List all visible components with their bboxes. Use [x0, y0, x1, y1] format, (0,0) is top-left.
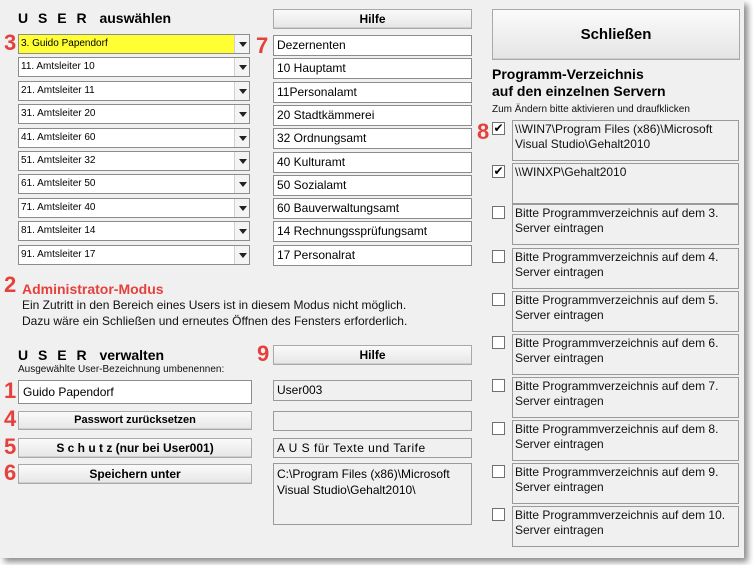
protect-status-field: A U S für Texte und Tarife [273, 438, 472, 458]
user-combo-value: 41. Amtsleiter 60 [21, 131, 96, 143]
user-combo-value: 11. Amtsleiter 10 [21, 61, 95, 73]
rename-label: Ausgewählte User-Bezeichnung umbenennen: [18, 364, 225, 375]
protect-button[interactable]: S c h u t z (nur bei User001) [18, 438, 252, 458]
chevron-down-icon[interactable] [234, 222, 249, 240]
department-field-6[interactable]: 40 Kulturamt [273, 152, 472, 173]
chevron-down-icon[interactable] [234, 246, 249, 264]
server-checkbox-5[interactable] [492, 293, 505, 306]
department-field-1[interactable]: Dezernenten [273, 35, 472, 56]
server-path-field-8[interactable]: Bitte Programmverzeichnis auf dem 8. Server eintragen [512, 420, 739, 461]
user-combo-value: 21. Amtsleiter 11 [21, 84, 95, 96]
server-path-field-4[interactable]: Bitte Programmverzeichnis auf dem 4. Server eintragen [512, 248, 739, 289]
user-name-input[interactable]: Guido Papendorf [18, 380, 252, 404]
help-button-top[interactable]: Hilfe [273, 9, 472, 29]
department-field-4[interactable]: 20 Stadtkämmerei [273, 105, 472, 126]
reset-password-button[interactable]: Passwort zurücksetzen [18, 411, 252, 430]
department-field-3[interactable]: 11Personalamt [273, 82, 472, 103]
close-button[interactable]: Schließen [492, 9, 740, 60]
server-path-field-9[interactable]: Bitte Programmverzeichnis auf dem 9. Server eintragen [512, 463, 739, 504]
server-checkbox-6[interactable] [492, 336, 505, 349]
user-combo-value: 31. Amtsleiter 20 [21, 108, 96, 120]
user-combo-2[interactable] [18, 57, 250, 77]
user-combo-value: 81. Amtsleiter 14 [21, 225, 96, 237]
server-checkbox-10[interactable] [492, 508, 505, 521]
user-select-title [18, 10, 171, 26]
user-combo-value: 91. Amtsleiter 17 [21, 248, 96, 260]
chevron-down-icon[interactable] [234, 105, 249, 123]
server-path-field-5[interactable]: Bitte Programmverzeichnis auf dem 5. Server eintragen [512, 291, 739, 332]
user-combo-value: 71. Amtsleiter 40 [21, 201, 96, 213]
chevron-down-icon[interactable] [234, 199, 249, 217]
marker-2: 2 [4, 272, 17, 297]
user-manage-title-spaced: U S E R [18, 347, 90, 363]
server-checkbox-2[interactable] [492, 165, 505, 178]
marker-6: 6 [4, 460, 17, 485]
user-combo-value: 51. Amtsleiter 32 [21, 155, 96, 166]
server-path-field-10[interactable]: Bitte Programmverzeichnis auf dem 10. Server eintragen [512, 506, 739, 547]
user-manage-title [18, 347, 164, 363]
user-manage-title-rest: verwalten [99, 347, 165, 363]
server-path-field-1[interactable]: \\WIN7\Program Files (x86)\Microsoft Visual Studio\Gehalt2010 [512, 120, 739, 161]
department-field-5[interactable]: 32 Ordnungsamt [273, 128, 472, 149]
admin-mode-text-2: Dazu wäre ein Schließen und erneutes Öffnen des Fensters erforderlich. [22, 314, 408, 328]
user-id-field: User003 [273, 380, 472, 401]
server-checkbox-8[interactable] [492, 422, 505, 435]
chevron-down-icon[interactable] [234, 175, 249, 193]
server-checkbox-4[interactable] [492, 250, 505, 263]
save-as-button[interactable]: Speichern unter [18, 464, 252, 484]
department-field-7[interactable]: 50 Sozialamt [273, 175, 472, 196]
user-combo-7[interactable] [18, 174, 250, 194]
marker-5: 5 [4, 434, 17, 459]
marker-1: 1 [4, 378, 17, 403]
chevron-down-icon[interactable] [234, 129, 249, 147]
chevron-down-icon[interactable] [234, 152, 249, 170]
user-combo-3[interactable] [18, 81, 250, 101]
department-field-9[interactable]: 14 Rechnungssprüfungsamt [273, 221, 472, 242]
server-checkbox-3[interactable] [492, 206, 505, 219]
chevron-down-icon[interactable] [234, 82, 249, 100]
server-checkbox-7[interactable] [492, 379, 505, 392]
checkmark-icon: ✔ [493, 164, 504, 178]
path-field: C:\Program Files (x86)\Microsoft Visual Studio\Gehalt2010\ [273, 463, 472, 525]
admin-mode-title: Administrator-Modus [22, 281, 164, 297]
marker-9: 9 [257, 341, 270, 366]
server-path-field-2[interactable]: \\WINXP\Gehalt2010 [512, 163, 739, 204]
server-path-field-3[interactable]: Bitte Programmverzeichnis auf dem 3. Server eintragen [512, 204, 739, 245]
user-combo-6[interactable] [18, 151, 250, 171]
server-title-line-2: auf den einzelnen Servern [492, 83, 666, 99]
checkmark-icon: ✔ [493, 121, 504, 135]
chevron-down-icon[interactable] [234, 58, 249, 76]
user-combo-9[interactable] [18, 221, 250, 241]
user-combo-value: 61. Amtsleiter 50 [21, 178, 96, 190]
user-select-title-rest: auswählen [99, 10, 172, 26]
user-select-title-spaced: U S E R [18, 10, 90, 26]
server-title-line-1: Programm-Verzeichnis [492, 66, 644, 82]
user-combo-4[interactable] [18, 104, 250, 124]
marker-8: 8 [477, 119, 490, 144]
server-hint: Zum Ändern bitte aktivieren und draufklicken [492, 104, 690, 115]
marker-7: 7 [256, 33, 269, 58]
user-combo-10[interactable] [18, 245, 250, 265]
department-field-8[interactable]: 60 Bauverwaltungsamt [273, 198, 472, 219]
chevron-down-icon[interactable] [234, 35, 249, 53]
marker-4: 4 [4, 406, 17, 431]
server-checkbox-9[interactable] [492, 465, 505, 478]
user-combo-8[interactable] [18, 198, 250, 218]
user-combo-value: 3. Guido Papendorf [21, 38, 108, 49]
admin-mode-text-1: Ein Zutritt in den Bereich eines Users ist in diesem Modus nicht möglich. [22, 298, 407, 312]
user-combo-1[interactable] [18, 34, 250, 54]
password-field [273, 411, 472, 431]
help-button-manage[interactable]: Hilfe [273, 345, 472, 365]
server-path-field-6[interactable]: Bitte Programmverzeichnis auf dem 6. Server eintragen [512, 334, 739, 375]
server-path-field-7[interactable]: Bitte Programmverzeichnis auf dem 7. Server eintragen [512, 377, 739, 418]
marker-3: 3 [4, 30, 17, 55]
user-combo-5[interactable] [18, 128, 250, 148]
department-field-2[interactable]: 10 Hauptamt [273, 58, 472, 79]
server-section-title [492, 66, 666, 100]
department-field-10[interactable]: 17 Personalrat [273, 245, 472, 266]
server-checkbox-1[interactable] [492, 122, 505, 135]
